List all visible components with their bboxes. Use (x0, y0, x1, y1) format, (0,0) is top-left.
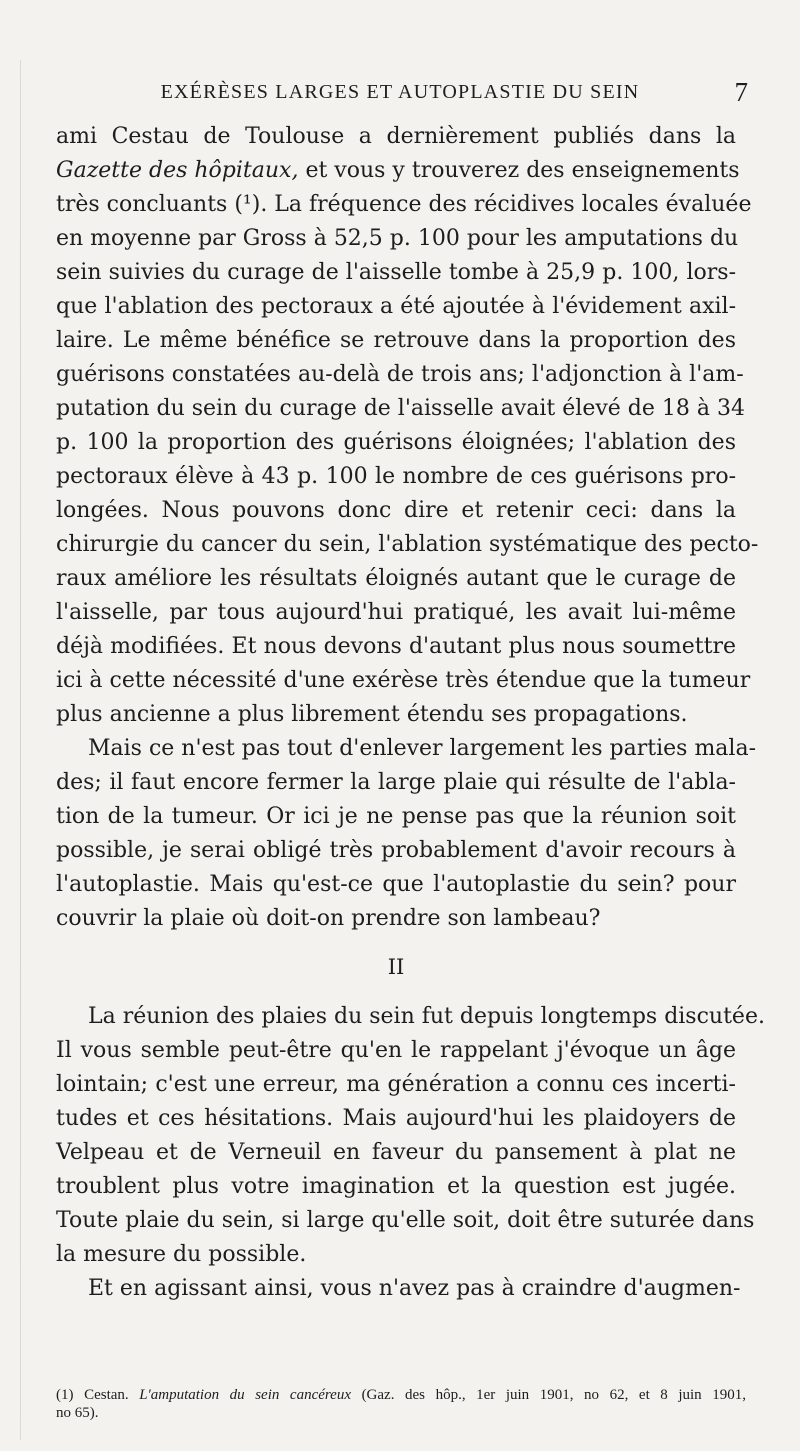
footnote (56, 1386, 746, 1422)
text-line: laire. Le même bénéfice se retrouve dans la proportion des (56, 328, 736, 353)
text-line: que l'ablation des pectoraux a été ajoutée à l'évidement axil- (56, 294, 736, 319)
text-line: Velpeau et de Verneuil en faveur du pansement à plat ne (56, 1140, 736, 1165)
page-header (0, 78, 800, 106)
footnote-marker: (1) (56, 1387, 74, 1403)
text-line: guérisons constatées au-delà de trois ans; l'adjonction à l'am- (56, 362, 744, 387)
page-number: 7 (734, 77, 748, 107)
binding-edge-line (20, 60, 21, 1440)
text-line: putation du sein du curage de l'aisselle avait élevé de 18 à 34 (56, 396, 745, 421)
footnote-author: Cestan. (84, 1387, 129, 1403)
body-text (56, 120, 765, 1306)
text-line: p. 100 la proportion des guérisons éloignées; l'ablation des (56, 430, 736, 455)
text-line: des; il faut encore fermer la large plaie qui résulte de l'abla- (56, 770, 736, 795)
paragraph-4 (56, 1272, 741, 1306)
text-line: lointain; c'est une erreur, ma génération a connu ces incerti- (56, 1072, 736, 1097)
text-line: possible, je serai obligé très probablement d'avoir recours à (56, 838, 736, 863)
text-line: tion de la tumeur. Or ici je ne pense pas que la réunion soit (56, 804, 736, 829)
text-line: ici à cette nécessité d'une exérèse très étendue que la tumeur (56, 668, 751, 693)
section-number: II (387, 955, 405, 979)
text-line: sein suivies du curage de l'aisselle tombe à 25,9 p. 100, lors- (56, 260, 736, 285)
text-line: Il vous semble peut-être qu'en le rappelant j'évoque un âge (56, 1038, 736, 1063)
text-line: l'autoplastie. Mais qu'est-ce que l'autoplastie du sein? pour (56, 872, 736, 897)
paragraph-3 (56, 1000, 765, 1272)
journal-title: Gazette des hôpitaux, (56, 158, 299, 183)
text-line: la mesure du possible. (56, 1242, 307, 1267)
text-line: l'aisselle, par tous aujourd'hui pratiqué, les avait lui-même (56, 600, 736, 625)
text-line: déjà modifiées. Et nous devons d'autant plus nous soumettre (56, 634, 736, 659)
text-line: ami Cestau de Toulouse a dernièrement publiés dans la (56, 124, 736, 149)
text-line-with-italic: Gazette des hôpitaux, et vous y trouverez des enseignements (56, 158, 740, 183)
footnote-line: no 65). (56, 1405, 99, 1421)
text-line: pectoraux élève à 43 p. 100 le nombre de ces guérisons pro- (56, 464, 736, 489)
text-line: Mais ce n'est pas tout d'enlever largement les parties mala- (88, 736, 757, 761)
text-line: troublent plus votre imagination et la question est jugée. (56, 1174, 736, 1199)
footnote-reference: (Gaz. des hôp., 1er juin 1901, no 62, et 8 juin 1901, (361, 1387, 746, 1403)
text-line: chirurgie du cancer du sein, l'ablation systématique des pecto- (56, 532, 759, 557)
text-line: Toute plaie du sein, si large qu'elle soit, doit être suturée dans (56, 1208, 755, 1233)
footnote-line (56, 1386, 746, 1404)
text-line: Et en agissant ainsi, vous n'avez pas à craindre d'augmen- (88, 1276, 741, 1301)
text-line: tudes et ces hésitations. Mais aujourd'hui les plaidoyers de (56, 1106, 736, 1131)
text-line: La réunion des plaies du sein fut depuis longtemps discutée. (88, 1004, 765, 1029)
footnote-work-title: L'amputation du sein cancéreux (139, 1387, 351, 1403)
text-line: très concluants (¹). La fréquence des récidives locales évaluée (56, 192, 752, 217)
text-line: plus ancienne a plus librement étendu ses propagations. (56, 702, 688, 727)
running-title: EXÉRÈSES LARGES ET AUTOPLASTIE DU SEIN (160, 81, 640, 103)
text-line: couvrir la plaie où doit-on prendre son lambeau? (56, 906, 601, 931)
paragraph-2 (56, 732, 757, 936)
paragraph-1 (56, 120, 759, 732)
text-line: en moyenne par Gross à 52,5 p. 100 pour les amputations du (56, 226, 739, 251)
text-line: longées. Nous pouvons donc dire et retenir ceci: dans la (56, 498, 736, 523)
text-line: raux améliore les résultats éloignés autant que le curage de (56, 566, 736, 591)
